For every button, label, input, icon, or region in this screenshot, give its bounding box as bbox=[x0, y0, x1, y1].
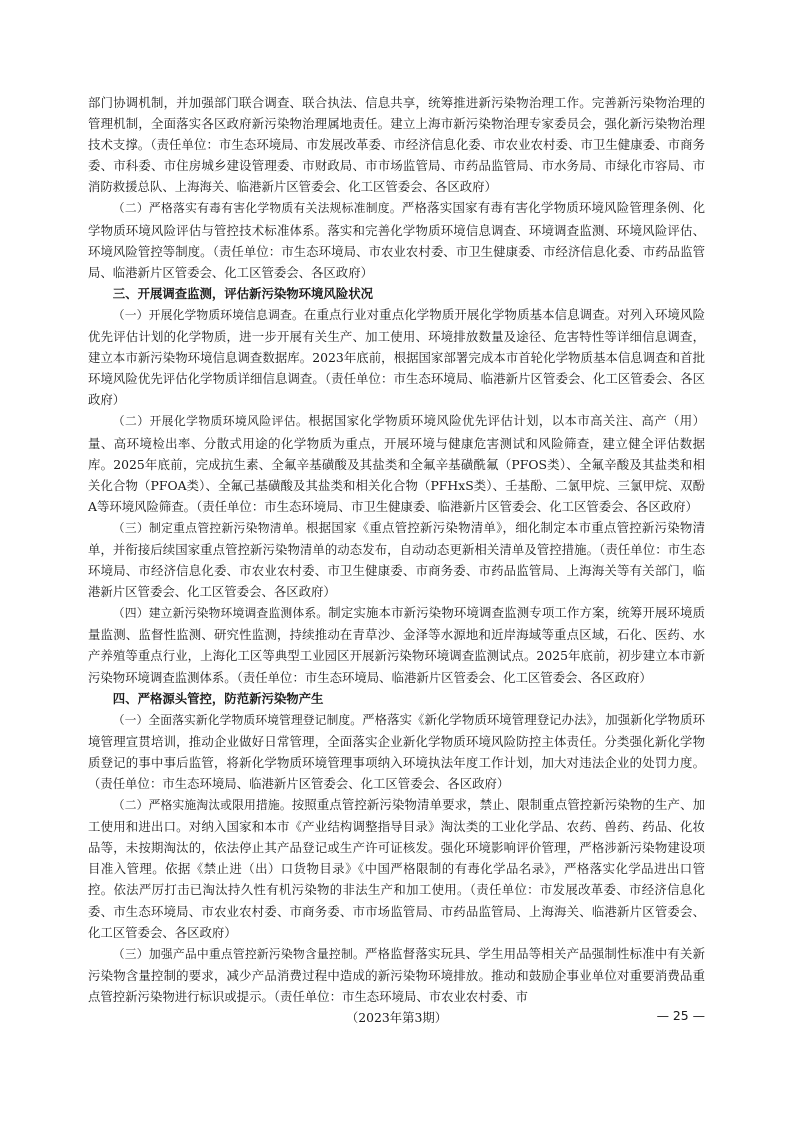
section-heading bbox=[88, 283, 705, 304]
paragraph-text: 制定实施本市新污染物环境调查监测专项工作方案，统筹开展环境质量监测、监督性监测、研究性监测，持续推动在青草沙、金泽等水源地和近岸海域等重点区域，石化、医药、水产养殖等重点行业，上海化工区等典型工业园区开展新污染物环境调查监测试点。2025年底前，初步建立本市新污染物环境调查监测体系。（责任单位：市生态环境局、临港新片区管委会、化工区管委会、各区政府） bbox=[88, 605, 705, 685]
paragraph-lead: （三）加强产品中重点管控新污染物含量控制。 bbox=[112, 946, 365, 961]
paragraph bbox=[88, 517, 705, 602]
paragraph-lead: （一）开展化学物质环境信息调查。 bbox=[112, 307, 304, 322]
paragraph-lead: （二）严格实施淘汰或限用措施。 bbox=[112, 798, 292, 813]
paragraph bbox=[88, 794, 705, 943]
paragraph-lead: （二）严格落实有毒有害化学物质有关法规标准制度。 bbox=[112, 201, 402, 216]
paragraph bbox=[88, 197, 705, 282]
paragraph bbox=[88, 602, 705, 687]
paragraph bbox=[88, 304, 705, 410]
paragraph bbox=[88, 410, 705, 516]
paragraph-lead: （一）全面落实新化学物质环境管理登记制度。 bbox=[112, 712, 363, 727]
heading-text: 四、严格源头管控，防范新污染物产生 bbox=[112, 690, 324, 706]
paragraph-text: 严格落实国家有毒有害化学物质环境风险管理条例、化学物质环境风险评估与管控技术标准体系。落实和完善化学物质环境信息调查、环境调查监测、环境风险评估、环境风险管控等制度。（责任单位：市生态环境局、市农业农村委、市卫生健康委、市经济信息化委、市药品监管局、临港新片区管委会、化工区管委会、各区政府） bbox=[88, 200, 706, 280]
heading-text: 三、开展调查监测，评估新污染物环境风险状况 bbox=[112, 285, 373, 301]
continued-paragraph bbox=[88, 92, 705, 197]
paragraph-text: 根据国家《重点管控新污染物清单》，细化制定本市重点管控新污染物清单，并衔接后续国家重点管控新污染物清单的动态发布，自动动态更新相关清单及管控措施。（责任单位：市生态环境局、市经济信息化委、市农业农村委、市卫生健康委、市商务委、市药品监管局、上海海关等有关部门，临港新片区管委会、化工区管委会、各区政府） bbox=[88, 519, 705, 600]
paragraph-text: 按照重点管控新污染物清单要求，禁止、限制重点管控新污染物的生产、加工使用和进出口。对纳入国家和本市《产业结构调整指导目录》淘汰类的工业化学品、农药、兽药、药品、化妆品等，未按期淘汰的，依法停止其产品登记或生产许可证核发。强化环境影响评价管理，严格涉新污染物建设项目准入管理。依据《禁止进（出）口货物目录》《中国严格限制的有毒化学品名录》，严格落实化学品进出口管控。依法严厉打击已淘汰持久性有机污染物的非法生产和加工使用。（责任单位：市发展改革委、市经济信息化委、市生态环境局、市农业农村委、市商务委、市市场监管局、市药品监管局、上海海关、临港新片区管委会、化工区管委会、各区政府） bbox=[88, 797, 705, 940]
paragraph bbox=[88, 709, 705, 794]
paragraph-lead: （二）开展化学物质环境风险评估。 bbox=[112, 414, 309, 429]
paragraph-lead: （四）建立新污染物环境调查监测体系。 bbox=[112, 606, 329, 621]
page-footer bbox=[0, 1008, 793, 1030]
document-body bbox=[88, 92, 705, 1007]
issue-label: （2023年第3期） bbox=[345, 1010, 448, 1025]
paragraph bbox=[88, 943, 705, 1007]
section-heading bbox=[88, 688, 705, 709]
paragraph-text: 严格监督落实玩具、学生用品等相关产品强制性标准中有关新污染物含量控制的要求，减少产品消费过程中造成的新污染物环境排放。推动和鼓励企事业单位对重要消费品重点管控新污染物进行标识或提示。（责任单位：市生态环境局、市农业农村委、市 bbox=[88, 945, 705, 1004]
page-number: — 25 — bbox=[656, 1008, 705, 1023]
paragraph-text: 根据国家化学物质环境风险优先评估计划，以本市高关注、高产（用）量、高环境检出率、分散式用途的化学物质为重点，开展环境与健康危害测试和风险筛查，建立健全评估数据库。2025年底前，完成抗生素、全氟辛基磺酸及其盐类和全氟辛基磺酰氟（PFOS类）、全氟辛酸及其盐类和相关化合物（PFOA类）、全氟己基磺酸及其盐类和相关化合物（PFHxS类）、壬基酚、二氯甲烷、三氯甲烷、双酚A等环境风险筛查。（责任单位：市生态环境局、市卫生健康委、临港新片区管委会、化工区管委会、各区政府） bbox=[88, 413, 705, 514]
paragraph-text: 在重点行业对重点化学物质开展化学物质基本信息调查。对列入环境风险优先评估计划的化学物质，进一步开展有关生产、加工使用、环境排放数量及途径、危害特性等详细信息调查，建立本市新污染物环境信息调查数据库。2023年底前，根据国家部署完成本市首轮化学物质基本信息调查和首批环境风险优先评估化学物质详细信息调查。（责任单位：市生态环境局、临港新片区管委会、化工区管委会、各区政府） bbox=[88, 306, 705, 408]
paragraph-lead: （三）制定重点管控新污染物清单。 bbox=[112, 520, 307, 535]
paragraph-text: 严格落实《新化学物质环境管理登记办法》，加强新化学物质环境管理宣贯培训，推动企业做好日常管理，全面落实企业新化学物质环境风险防控主体责任。分类强化新化学物质登记的事中事后监管，将新化学物质环境管理事项纳入环境执法年度工作计划，加大对违法企业的处罚力度。（责任单位：市生态环境局、临港新片区管委会、化工区管委会、各区政府） bbox=[88, 711, 705, 791]
paragraph-text: 部门协调机制，并加强部门联合调查、联合执法、信息共享，统筹推进新污染物治理工作。完善新污染物治理的管理机制，全面落实各区政府新污染物治理属地责任。建立上海市新污染物治理专家委员会，强化新污染物治理技术支撑。（责任单位：市生态环境局、市发展改革委、市经济信息化委、市农业农村委、市卫生健康委、市商务委、市科委、市住房城乡建设管理委、市财政局、市市场监管局、市药品监管局、市水务局、市绿化市容局、市消防救援总队、上海海关、临港新片区管委会、化工区管委会、各区政府） bbox=[88, 95, 705, 195]
